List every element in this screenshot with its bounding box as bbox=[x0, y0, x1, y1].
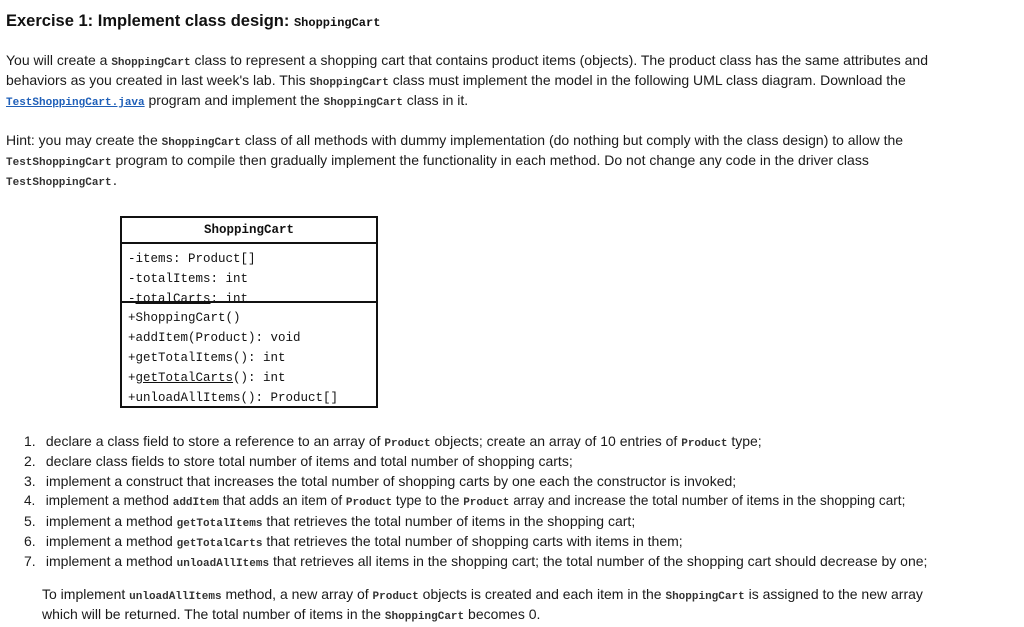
list-item: 4. implement a method addItem that adds an item of Product type to the Product array and increase the total number of items in the shopping cart; bbox=[24, 493, 906, 509]
list-item: 6. implement a method getTotalCarts that retrieves the total number of shopping carts with items in them; bbox=[24, 533, 683, 550]
uml-method: +addItem(Product): void bbox=[128, 331, 301, 345]
uml-attribute: -items: Product[] bbox=[128, 252, 256, 266]
uml-method: +ShoppingCart() bbox=[128, 311, 241, 325]
uml-methods bbox=[122, 303, 376, 408]
uml-method: +getTotalItems(): int bbox=[128, 351, 286, 365]
list-item: 7. implement a method unloadAllItems that retrieves all items in the shopping cart; the total number of the shopping cart should decrease by one; bbox=[24, 553, 928, 570]
uml-attribute: -totalCarts: int bbox=[128, 292, 249, 306]
hint-paragraph: Hint: you may create the ShoppingCart class of all methods with dummy implementation (do nothing but comply with the class design) to allow the TestShoppingCart program to compile then gradually implement the functionality in each method. Do not change any code in the driver class TestShoppingCart. bbox=[6, 132, 904, 189]
list-item: 1. declare a class field to store a reference to an array of Product objects; create an array of 10 entries of Product type; bbox=[24, 433, 762, 450]
uml-method: +unloadAllItems(): Product[] bbox=[128, 391, 339, 405]
final-paragraph: To implement unloadAllItems method, a new array of Product objects is created and each item in the ShoppingCart is assigned to the new array which will be returned. The total number of items in the ShoppingCart becomes 0. bbox=[42, 586, 923, 623]
list-item: 5. implement a method getTotalItems that retrieves the total number of items in the shopping cart; bbox=[24, 513, 636, 530]
list-item: 2. declare class fields to store total number of items and total number of shopping carts; bbox=[24, 453, 573, 469]
uml-attribute: -totalItems: int bbox=[128, 272, 249, 286]
uml-attributes bbox=[122, 244, 376, 306]
instruction-list bbox=[24, 431, 927, 571]
intro-paragraph: You will create a ShoppingCart class to represent a shopping cart that contains product items (objects). The product class has the same attributes and behaviors as you created in last week's lab. This ShoppingCart class must implement the model in the following UML class diagram. Download the TestShoppingCart.java program and implement the ShoppingCart class in it. bbox=[6, 52, 929, 109]
test-shopping-cart-link[interactable]: TestShoppingCart.java bbox=[6, 97, 145, 109]
title-class-name: ShoppingCart bbox=[293, 16, 381, 30]
page-title: Exercise 1: Implement class design: ShoppingCart bbox=[6, 12, 381, 30]
uml-class-diagram bbox=[120, 216, 378, 408]
uml-method: +getTotalCarts(): int bbox=[128, 371, 286, 385]
list-item: 3. implement a construct that increases the total number of shopping carts by one each the constructor is invoked; bbox=[24, 473, 737, 489]
uml-class-name: ShoppingCart bbox=[122, 218, 376, 244]
